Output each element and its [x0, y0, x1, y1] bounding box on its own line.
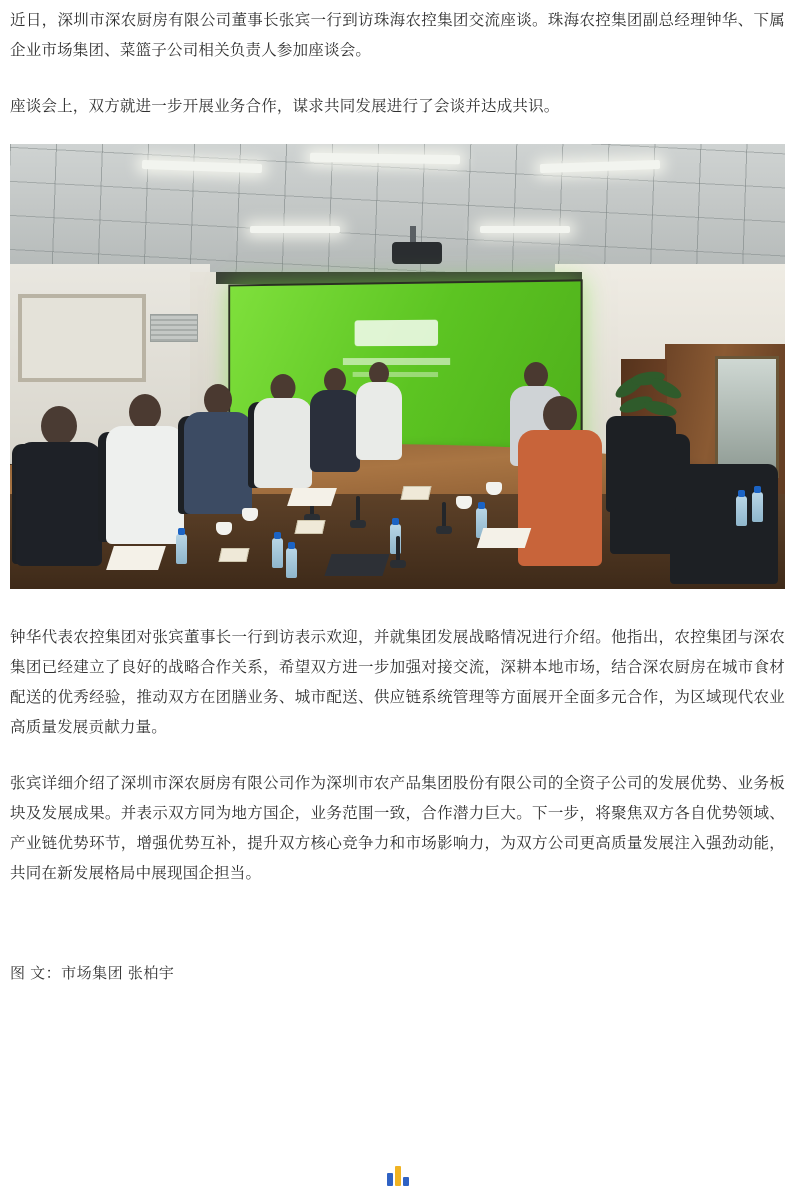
water-bottle: [736, 496, 747, 526]
spacer: [10, 66, 785, 92]
photo-credit: 图 文：市场集团 张柏宇: [10, 965, 175, 982]
logo-bar-blue-left: [387, 1173, 393, 1186]
person: [356, 362, 402, 460]
water-bottle: [752, 492, 763, 522]
chair: [670, 464, 778, 584]
spacer: [10, 889, 785, 923]
ceiling-light: [480, 226, 570, 233]
laptop: [324, 554, 389, 576]
meeting-photo: [10, 144, 785, 589]
water-bottle: [272, 538, 283, 568]
logo-bar-yellow: [395, 1166, 401, 1186]
footer-logo-icon: [387, 1164, 409, 1186]
microphone: [356, 496, 360, 522]
name-plate: [219, 548, 250, 562]
window: [715, 356, 779, 478]
document-paper: [477, 528, 531, 548]
ceiling-light: [250, 226, 340, 233]
photo-scene: [10, 144, 785, 589]
tea-cup: [456, 496, 472, 509]
projector: [392, 242, 442, 264]
spacer: [10, 923, 785, 945]
name-plate: [295, 520, 326, 534]
chair: [606, 416, 676, 512]
microphone: [396, 536, 400, 562]
person: [310, 368, 360, 472]
person: [16, 406, 102, 566]
paragraph-4: 张宾详细介绍了深圳市深农厨房有限公司作为深圳市农产品集团股份有限公司的全资子公司的发展优势、业务板块及发展成果。并表示双方同为地方国企，业务范围一致，合作潜力巨大。下一步，将聚焦双方各自优势领域、产业链优势环节，增强优势互补，提升双方核心竞争力和市场影响力，为双方公司更高质量发展注入强劲动能，共同在新发展格局中展现国企担当。: [10, 775, 785, 882]
spacer: [10, 589, 785, 623]
person: [106, 394, 184, 544]
screen-logo: [355, 320, 438, 346]
water-bottle: [176, 534, 187, 564]
tea-cup: [242, 508, 258, 521]
person: [254, 374, 312, 488]
document-paper: [287, 488, 337, 506]
tea-cup: [216, 522, 232, 535]
water-bottle: [286, 548, 297, 578]
document-paper: [106, 546, 166, 570]
spacer: [10, 122, 785, 144]
person: [184, 384, 252, 514]
microphone: [442, 502, 446, 528]
tea-cup: [486, 482, 502, 495]
air-vent: [150, 314, 198, 342]
wall-board: [18, 294, 146, 382]
name-plate: [401, 486, 432, 500]
paragraph-1: 近日，深圳市深农厨房有限公司董事长张宾一行到访珠海农控集团交流座谈。珠海农控集团副总经理钟华、下属企业市场集团、菜篮子公司相关负责人参加座谈会。: [10, 12, 785, 59]
spacer: [10, 743, 785, 769]
person: [518, 396, 602, 566]
paragraph-2: 座谈会上，双方就进一步开展业务合作，谋求共同发展进行了会谈并达成共识。: [10, 98, 560, 115]
paragraph-3: 钟华代表农控集团对张宾董事长一行到访表示欢迎，并就集团发展战略情况进行介绍。他指出，农控集团与深农集团已经建立了良好的战略合作关系，希望双方进一步加强对接交流，深耕本地市场，结合深农厨房在城市食材配送的优秀经验，推动双方在团膳业务、城市配送、供应链系统管理等方面展开全面多元合作，为区域现代农业高质量发展贡献力量。: [10, 629, 785, 736]
logo-bar-blue-right: [403, 1177, 409, 1186]
